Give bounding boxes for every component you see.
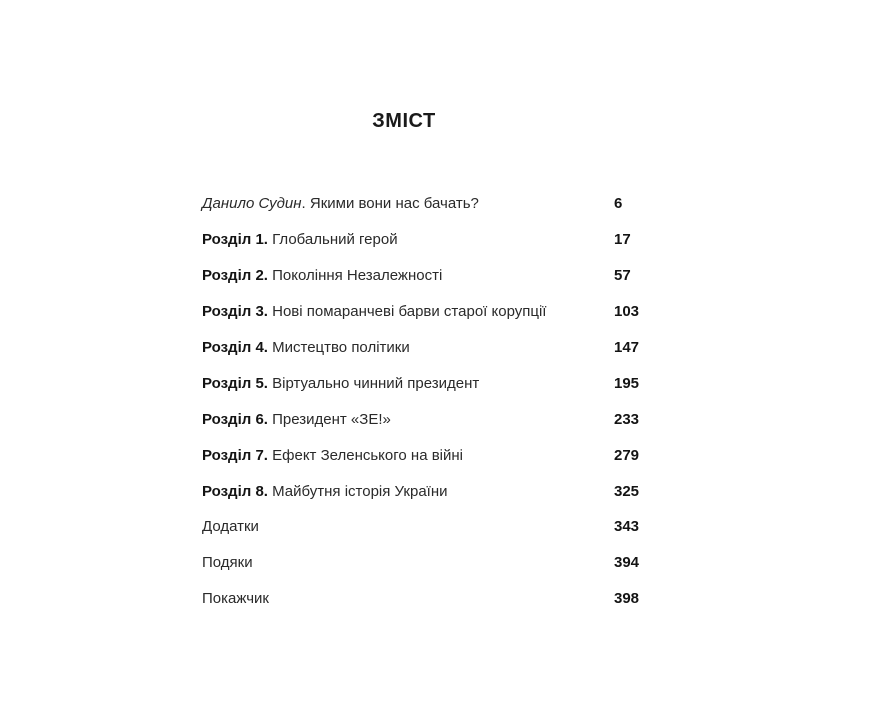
- toc-chapter-label: Розділ 8.: [202, 482, 268, 500]
- toc-page-number: 398: [614, 590, 640, 608]
- toc-item-acknowledgements: [202, 545, 662, 581]
- toc-item-chapter-3: [202, 294, 662, 330]
- toc-title: Нові помаранчеві барви старої корупції: [272, 303, 547, 321]
- toc-chapter-label: Розділ 5.: [202, 374, 268, 392]
- toc-chapter-label: Розділ 3.: [202, 303, 268, 321]
- toc-item-chapter-7: [202, 437, 662, 473]
- toc-page-number: 343: [614, 518, 640, 536]
- toc-item-chapter-1: [202, 222, 662, 258]
- toc-item-chapter-8: [202, 473, 662, 509]
- toc-title: Майбутня історія України: [272, 482, 448, 500]
- toc-title: Президент «ЗЕ!»: [272, 410, 391, 428]
- toc-page-number: 325: [614, 482, 640, 500]
- toc-title: Покоління Незалежності: [272, 267, 443, 285]
- toc-page-number: 195: [614, 374, 640, 392]
- toc-chapter-label: Розділ 7.: [202, 446, 268, 464]
- toc-page-number: 233: [614, 410, 640, 428]
- toc-title: Віртуально чинний президент: [272, 374, 480, 392]
- toc-entry-text: [202, 375, 479, 392]
- toc-item-preface: [202, 186, 662, 222]
- toc-page-number: 17: [614, 231, 631, 249]
- toc-page-number: 147: [614, 339, 640, 356]
- toc-page-number: 57: [614, 267, 631, 285]
- toc-item-appendix: [202, 509, 662, 545]
- toc-entry-text: [202, 339, 410, 356]
- toc-title: Глобальний герой: [272, 231, 398, 249]
- toc-page-number: 279: [614, 446, 640, 464]
- toc-page-number: 103: [614, 303, 640, 321]
- toc-title: Покажчик: [202, 590, 269, 608]
- toc-list: [202, 186, 662, 617]
- toc-item-chapter-2: [202, 258, 662, 294]
- toc-entry-text: [202, 303, 546, 320]
- toc-author: Данило Судин: [202, 195, 302, 213]
- toc-item-chapter-4: [202, 330, 662, 366]
- toc-item-chapter-5: [202, 365, 662, 401]
- toc-chapter-label: Розділ 1.: [202, 231, 268, 249]
- toc-item-chapter-6: [202, 401, 662, 437]
- toc-page-number: 6: [614, 195, 623, 213]
- toc-title: Мистецтво політики: [272, 339, 410, 356]
- toc-entry-text: [202, 447, 463, 464]
- page-title: ЗМІСТ: [372, 110, 436, 132]
- toc-title: . Якими вони нас бачать?: [301, 195, 479, 213]
- toc-item-index: [202, 581, 662, 617]
- toc-entry-text: [202, 195, 479, 212]
- toc-title: Додатки: [202, 518, 259, 536]
- toc-entry-text: [202, 231, 398, 248]
- toc-title: Ефект Зеленського на війні: [272, 446, 463, 464]
- toc-page-number: 394: [614, 554, 640, 572]
- toc-chapter-label: Розділ 4.: [202, 339, 268, 356]
- toc-entry-text: [202, 411, 391, 428]
- toc-chapter-label: Розділ 6.: [202, 410, 268, 428]
- toc-chapter-label: Розділ 2.: [202, 267, 268, 285]
- toc-entry-text: [202, 267, 442, 284]
- toc-title: Подяки: [202, 554, 253, 572]
- toc-entry-text: [202, 483, 448, 500]
